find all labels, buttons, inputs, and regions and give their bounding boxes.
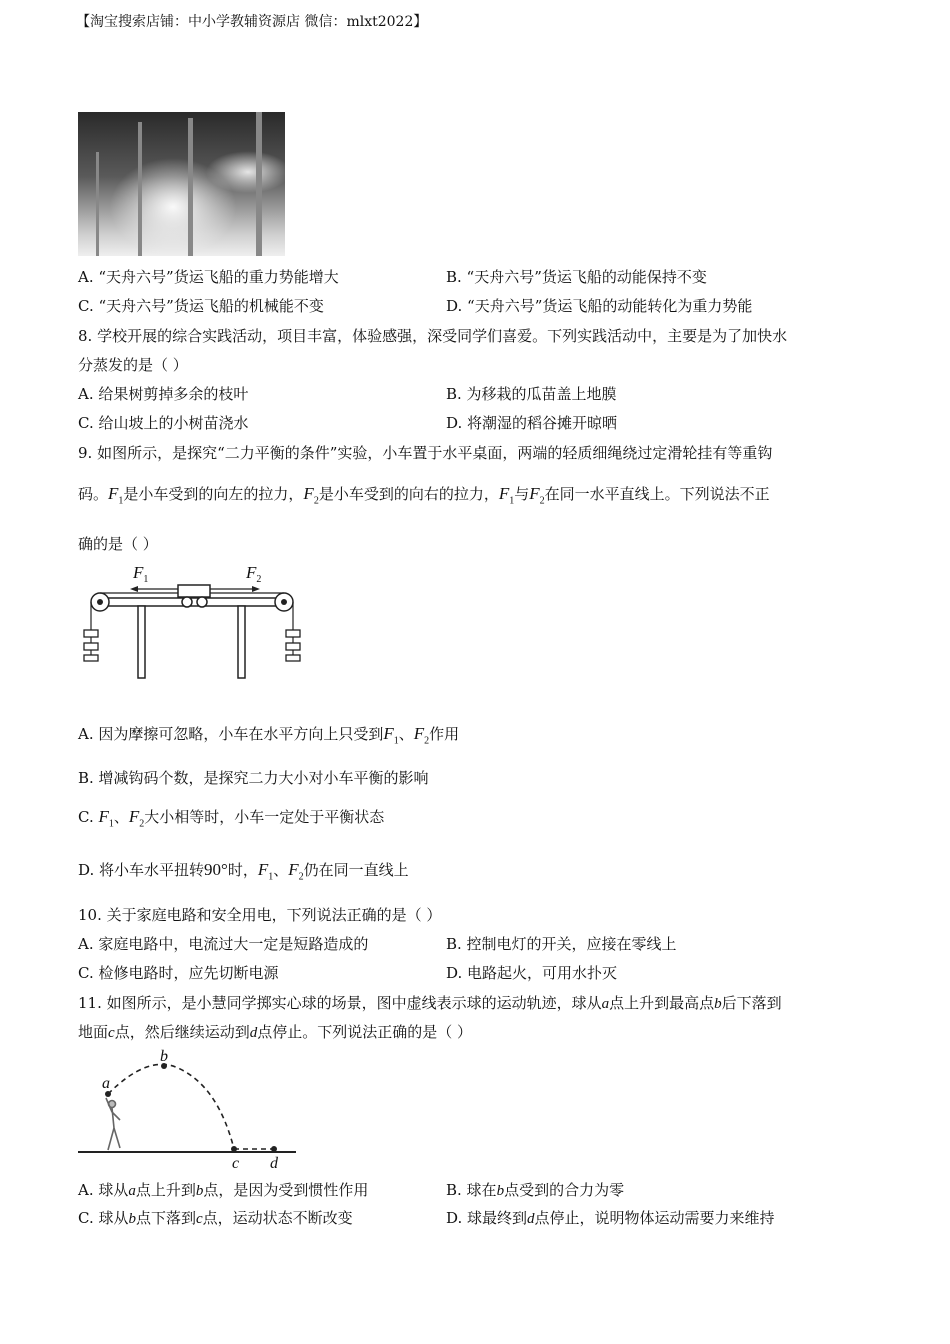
page-header: 【淘宝搜索店铺：中小学教辅资源店 微信：mlxt2022】 xyxy=(76,14,428,30)
q9-balance-figure xyxy=(78,560,308,685)
q7-option-d: D. “天舟六号”货运飞船的动能转化为重力势能 xyxy=(446,297,753,315)
q11-label-a: a xyxy=(102,1075,110,1092)
q7-option-a: A. “天舟六号”货运飞船的重力势能增大 xyxy=(78,268,339,286)
q9-option-a: A. 因为摩擦可忽略，小车在水平方向上只受到$F_1$、$F_2$作用 xyxy=(78,724,460,747)
q8-option-d: D. 将潮湿的稻谷摊开晾晒 xyxy=(446,414,618,432)
q9-option-d: D. 将小车水平扭转90°时，$F_1$、$F_2$仍在同一直线上 xyxy=(78,860,409,883)
q9-option-c: C. $F_1$、$F_2$大小相等时，小车一定处于平衡状态 xyxy=(78,807,385,830)
q11-label-c: c xyxy=(232,1155,240,1172)
q9-option-b: B. 增减钩码个数，是探究二力大小对小车平衡的影响 xyxy=(78,769,429,787)
q10-option-a: A. 家庭电路中，电流过大一定是短路造成的 xyxy=(78,935,369,953)
q9-stem-line3: 确的是（ ） xyxy=(78,535,158,553)
q10-option-d: D. 电路起火，可用水扑灭 xyxy=(446,964,618,982)
q8-option-b: B. 为移栽的瓜苗盖上地膜 xyxy=(446,385,617,403)
q7-option-b: B. “天舟六号”货运飞船的动能保持不变 xyxy=(446,268,707,286)
q11-option-a: A. 球从a点上升到b点，是因为受到惯性作用 xyxy=(78,1181,369,1199)
q11-option-b: B. 球在b点受到的合力为零 xyxy=(446,1181,625,1199)
rocket-launch-photo xyxy=(78,112,285,256)
q11-throw-figure xyxy=(78,1048,303,1173)
q11-option-c: C. 球从b点下落到c点，运动状态不断改变 xyxy=(78,1209,353,1227)
q10-option-c: C. 检修电路时，应先切断电源 xyxy=(78,964,279,982)
q9-stem-line2: 码。$F_1$是小车受到的向左的拉力，$F_2$是小车受到的向右的拉力，$F_1$与$F_2$在同一水平直线上。下列说法不正 xyxy=(78,484,770,507)
q10-stem: 10. 关于家庭电路和安全用电，下列说法正确的是（ ） xyxy=(78,906,442,924)
q8-stem-line1: 8. 学校开展的综合实践活动，项目丰富，体验感强，深受同学们喜爱。下列实践活动中，主要是为了加快水 xyxy=(78,327,788,345)
q9-stem-line1: 9. 如图所示，是探究“二力平衡的条件”实验，小车置于水平桌面，两端的轻质细绳绕过定滑轮挂有等重钩 xyxy=(78,444,773,462)
q8-stem-line2: 分蒸发的是（ ） xyxy=(78,356,188,374)
q9-figure-f1: $F_1$ xyxy=(133,563,149,585)
q11-stem-line1: 11. 如图所示，是小慧同学掷实心球的场景，图中虚线表示球的运动轨迹，球从a点上升到最高点b后下落到 xyxy=(78,994,782,1012)
q11-label-d: d xyxy=(270,1155,278,1172)
q11-stem-line2: 地面c点，然后继续运动到d点停止。下列说法正确的是（ ） xyxy=(78,1023,472,1041)
q7-option-c: C. “天舟六号”货运飞船的机械能不变 xyxy=(78,297,324,315)
q9-figure-f2: $F_2$ xyxy=(246,563,262,585)
q8-option-a: A. 给果树剪掉多余的枝叶 xyxy=(78,385,249,403)
q8-option-c: C. 给山坡上的小树苗浇水 xyxy=(78,414,249,432)
q11-option-d: D. 球最终到d点停止，说明物体运动需要力来维持 xyxy=(446,1209,775,1227)
q11-label-b: b xyxy=(160,1048,168,1065)
q10-option-b: B. 控制电灯的开关，应接在零线上 xyxy=(446,935,677,953)
